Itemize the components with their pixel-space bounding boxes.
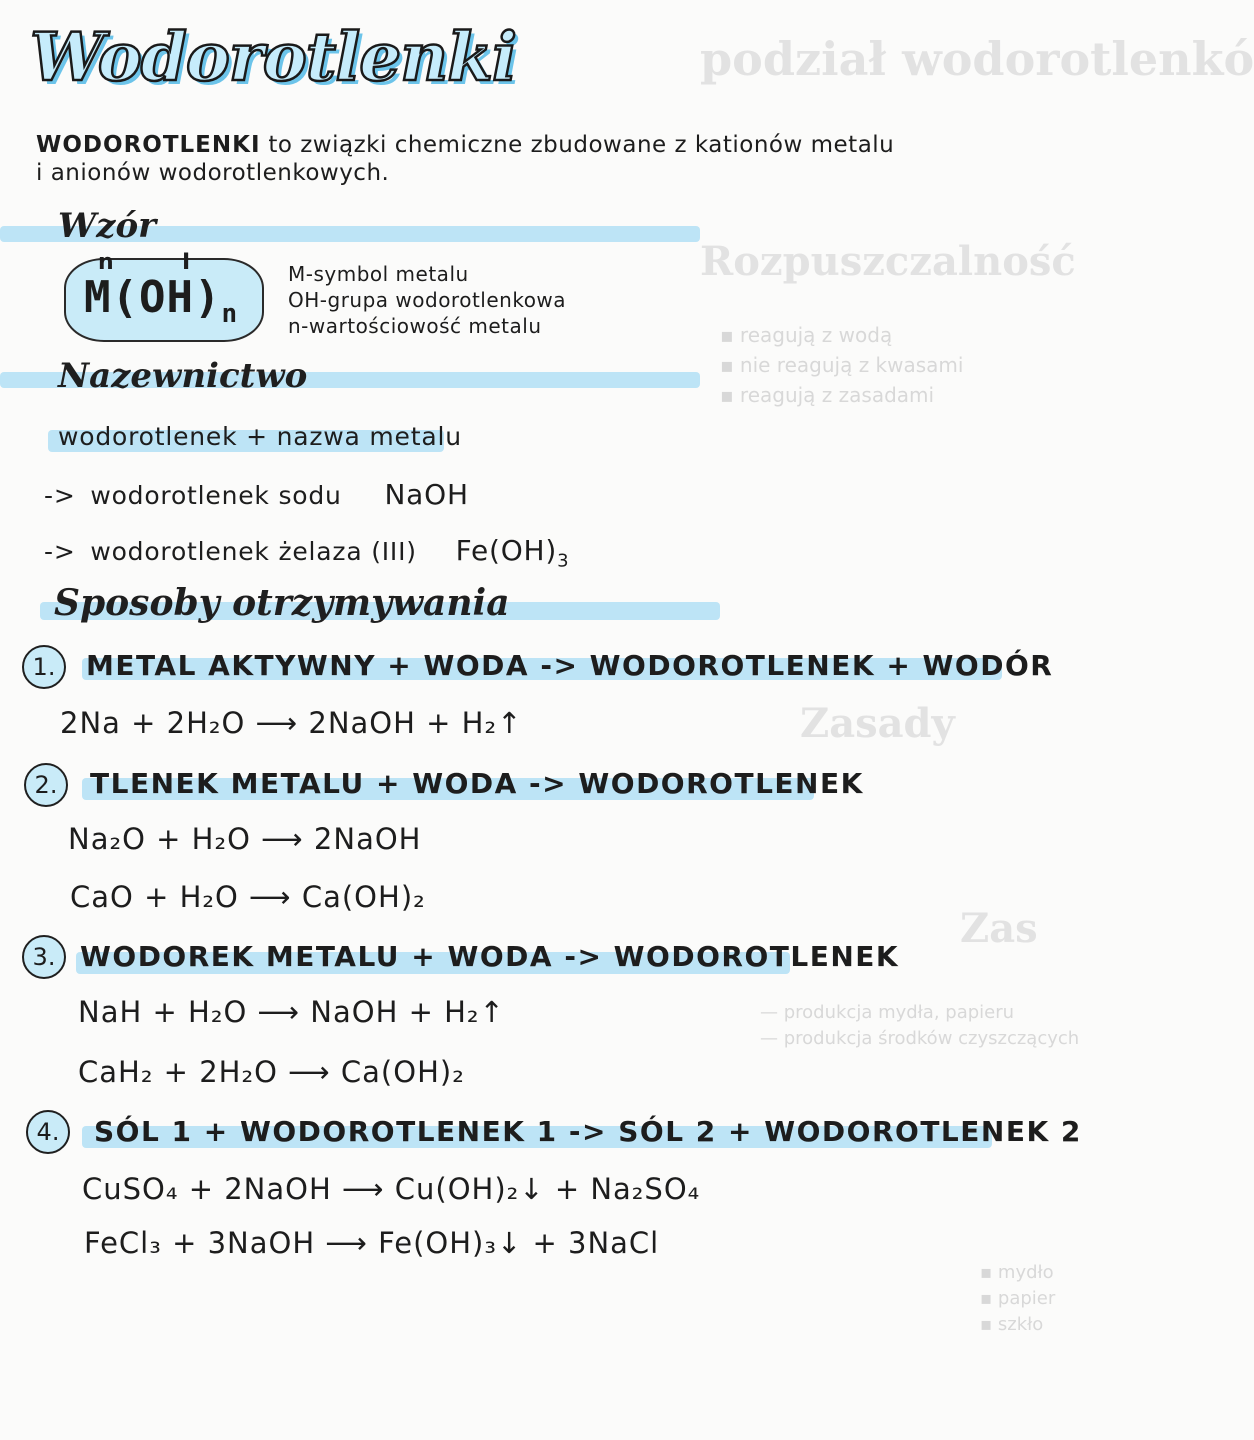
definition-text-1: to związki chemiczne zbudowane z kationów metalu [260,132,895,158]
method-3-equation-1: NaH + H₂O ⟶ NaOH + H₂↑ [78,995,505,1029]
naming-example-2 [44,534,569,572]
method-3-equation-2: CaH₂ + 2H₂O ⟶ Ca(OH)₂ [78,1055,465,1089]
general-formula [84,272,238,329]
naming-example-2-formula [455,534,570,572]
naming-example-1 [44,478,469,511]
method-4-equation-1: CuSO₄ + 2NaOH ⟶ Cu(OH)₂↓ + Na₂SO₄ [82,1172,701,1206]
arrow-icon: -> [44,537,76,566]
definition-line-1 [36,132,894,158]
section-heading-sposoby: Sposoby otrzymywania [54,582,510,624]
method-1-title: METAL AKTYWNY + WODA -> WODOROTLENEK + WODÓR [86,649,1054,682]
method-1-equation-1: 2Na + 2H₂O ⟶ 2NaOH + H₂↑ [60,706,523,740]
naming-example-2-formula-sub: 3 [557,550,570,572]
formula-main: M(OH) [84,272,222,323]
method-2-title: TLENEK METALU + WODA -> WODOROTLENEK [90,767,864,800]
bleed-through-text-2: — produkcja mydła, papieru — produkcja środków czyszczących [760,1002,1080,1049]
naming-example-2-formula-main: Fe(OH) [455,534,558,567]
method-3-number-badge: 3. [22,935,66,979]
bleed-through-heading-3: Zasady [800,700,955,747]
naming-rule: wodorotlenek + nazwa metalu [58,422,462,451]
naming-example-2-name: wodorotlenek żelaza (III) [90,537,417,566]
page-title: Wodorotlenki [30,18,517,96]
bleed-through-text: ▪ reagują z wodą ▪ nie reagują z kwasami ▪ reagują z zasadami [720,323,964,407]
bleed-through-heading: podział wodorotlenkó [700,32,1254,86]
naming-example-1-formula: NaOH [384,478,469,511]
method-4-number-badge: 4. [26,1110,70,1154]
method-2-equation-1: Na₂O + H₂O ⟶ 2NaOH [68,822,422,856]
method-2-equation-2: CaO + H₂O ⟶ Ca(OH)₂ [70,880,426,914]
bleed-through-text-3: ▪ mydło ▪ papier ▪ szkło [980,1262,1056,1335]
valence-right: I [182,250,191,275]
method-1-number-badge: 1. [22,645,66,689]
arrow-icon: -> [44,481,76,510]
valence-left: n [98,250,114,275]
bleed-through-heading-4: Zas [960,905,1038,952]
bleed-through-heading-2: Rozpuszczalność [700,238,1076,285]
method-3-title: WODOREK METALU + WODA -> WODOROTLENEK [80,940,900,973]
definition-text-2: i anionów wodorotlenkowych. [36,160,390,186]
formula-subscript: n [221,298,239,329]
legend-valence: n-wartościowość metalu [288,314,542,338]
naming-example-1-name: wodorotlenek sodu [90,481,342,510]
definition-term: WODOROTLENKI [36,132,261,158]
method-4-equation-2: FeCl₃ + 3NaOH ⟶ Fe(OH)₃↓ + 3NaCl [84,1226,660,1260]
section-heading-wzor: Wzór [58,206,157,246]
legend-group: OH-grupa wodorotlenkowa [288,288,567,312]
section-heading-nazewnictwo: Nazewnictwo [58,356,308,396]
method-4-title: SÓL 1 + WODOROTLENEK 1 -> SÓL 2 + WODOROTLENEK 2 [94,1115,1082,1148]
legend-symbol: M-symbol metalu [288,262,469,286]
method-2-number-badge: 2. [24,763,68,807]
